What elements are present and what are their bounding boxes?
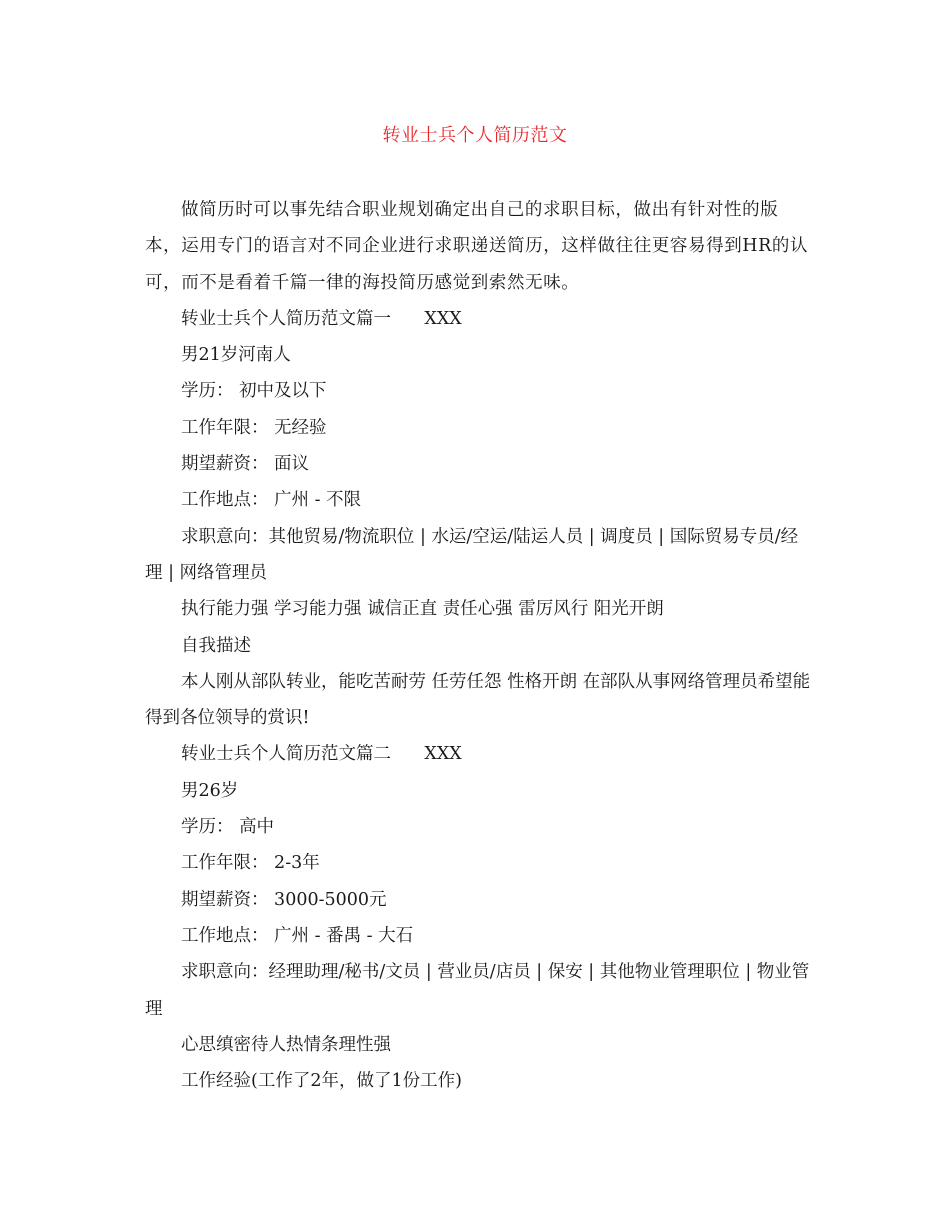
resume-1-heading: 转业士兵个人简历范文篇一 XXX xyxy=(181,308,462,329)
resume-1-expected-salary: 期望薪资： 面议 xyxy=(181,454,310,475)
resume-2-heading: 转业士兵个人简历范文篇二 XXX xyxy=(181,744,462,765)
document-title: 转业士兵个人简历范文 xyxy=(382,125,568,146)
resume-2-job-intention: 求职意向：经理助理/秘书/文员 | 营业员/店员 | 保安 | 其他物业管理职位 | 物业管理 xyxy=(145,962,810,1019)
resume-1-self-description: 本人刚从部队转业，能吃苦耐劳 任劳任怨 性格开朗 在部队从事网络管理员希望能得到各位领导的赏识! xyxy=(145,671,811,729)
resume-1-self-description-heading: 自我描述 xyxy=(181,635,251,656)
resume-2-education: 学历： 高中 xyxy=(181,817,275,838)
intro-paragraph: 做简历时可以事先结合职业规划确定出自己的求职目标，做出有针对性的版本，运用专门的语言对不同企业进行求职递送简历，这样做往往更容易得到HR的认可，而不是看着千篇一律的海投简历感觉到索然无味。 xyxy=(145,200,809,293)
resume-2-basic-info: 男26岁 xyxy=(181,780,239,801)
resume-1-experience-years: 工作年限： 无经验 xyxy=(181,417,327,438)
resume-1-basic-info: 男21岁河南人 xyxy=(181,345,291,366)
resume-1-job-intention: 求职意向：其他贸易/物流职位 | 水运/空运/陆运人员 | 调度员 | 国际贸易专员/经理 | 网络管理员 xyxy=(145,526,799,583)
resume-1-education: 学历： 初中及以下 xyxy=(181,381,327,402)
resume-1-work-location: 工作地点： 广州 - 不限 xyxy=(181,490,362,511)
resume-2-expected-salary: 期望薪资： 3000-5000元 xyxy=(181,889,387,910)
resume-2-work-experience: 工作经验(工作了2年，做了1份工作) xyxy=(181,1071,462,1092)
resume-1-strengths: 执行能力强 学习能力强 诚信正直 责任心强 雷厉风行 阳光开朗 xyxy=(181,599,664,620)
document-body xyxy=(145,192,811,1099)
resume-2-experience-years: 工作年限： 2-3年 xyxy=(181,853,320,874)
resume-2-work-location: 工作地点： 广州 - 番禺 - 大石 xyxy=(181,925,414,946)
resume-2-strengths: 心思缜密待人热情条理性强 xyxy=(181,1034,391,1055)
